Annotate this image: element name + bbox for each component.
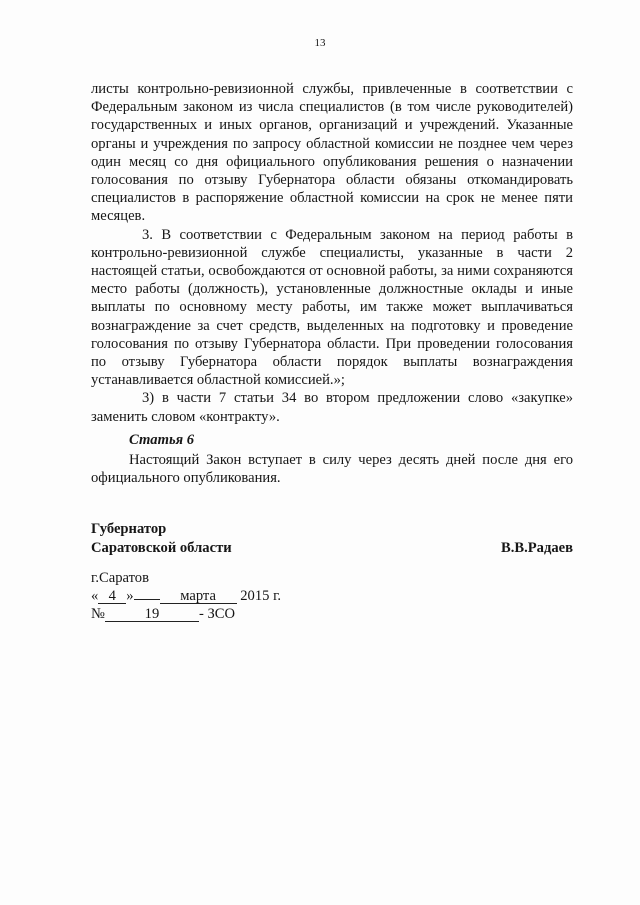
date-day: 4 [98, 589, 126, 604]
date-month: марта [160, 589, 237, 604]
date-year: 2015 г. [240, 588, 282, 604]
article-title: Статья 6 [129, 432, 195, 448]
signatory-name: В.В.Радаев [500, 540, 573, 556]
number-sign: № [91, 606, 105, 622]
article-text: Настоящий Закон вступает в силу через десять дней после дня его официального опубликования. [91, 452, 573, 487]
law-number-suffix: - ЗСО [198, 606, 236, 622]
date-gap [134, 599, 160, 600]
article-6 [91, 431, 573, 488]
place-and-date-block [91, 569, 391, 623]
city: г.Саратов [91, 570, 149, 586]
signatory-position-line-1: Губернатор [91, 521, 167, 537]
paragraph-continuation: листы контрольно-ревизионной службы, привлеченные в соответствии с Федеральным законом из числа специалистов (в том числе руководителей) государственных и иных органов, организаций и учреждений. Указанные органы и учреждения по запросу областной комиссии не позднее чем через один месяц со дня официального опубликования решения о назначении голосования по отзыву Губернатора области обязаны откомандировать специалистов в распоряжение областной комиссии на срок не менее пяти месяцев. [91, 81, 573, 225]
paragraph-point-3: 3. В соответствии с Федеральным законом на период работы в контрольно-ревизионной службе специалисты, указанные в части 2 настоящей статьи, освобождаются от основной работы, за ними сохраняются место работы (должность), установленные должностные оклады и иные выплаты по основному месту работы, им также может выплачиваться вознаграждение за счет средств, выделенных на подготовку и проведение голосования по отзыву Губернатора области. При проведении голосования по отзыву Губернатора области порядок выплаты вознаграждения устанавливается областной комиссией.»; [91, 226, 573, 389]
law-number: 19 [105, 607, 199, 622]
law-text-body [91, 80, 573, 426]
signatory-position-line-2: Саратовской области [91, 540, 232, 556]
page-number: 13 [314, 37, 326, 49]
number-line [91, 605, 391, 623]
date-line: « 4 » марта 2015 г. [91, 588, 282, 604]
paragraph-subpoint-3: 3) в части 7 статьи 34 во втором предложении слово «закупке» заменить словом «контракту». [91, 390, 573, 425]
signature-block [91, 520, 573, 558]
